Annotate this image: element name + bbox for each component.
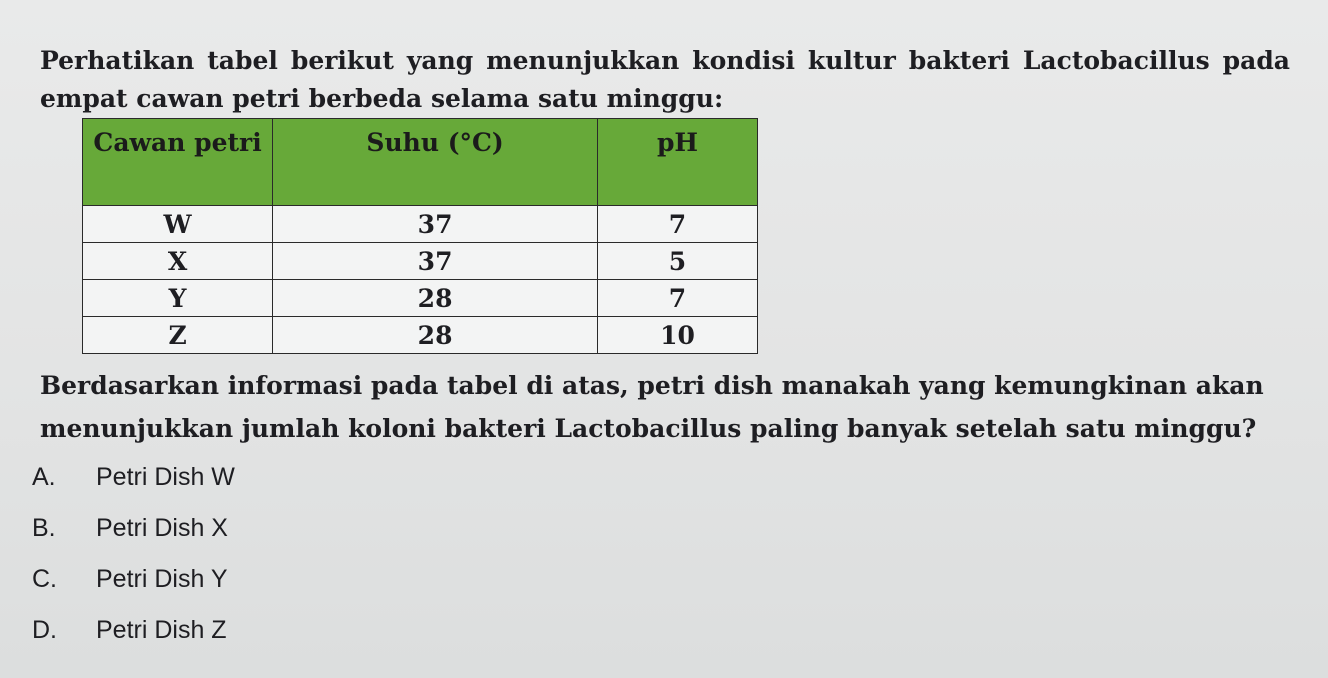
answer-options (32, 452, 235, 656)
table-row (83, 243, 758, 280)
option-text: Petri Dish Z (96, 616, 227, 644)
header-cawan-petri: Cawan petri (83, 119, 273, 206)
cell-temperature: 37 (273, 243, 598, 280)
question-line-1: Berdasarkan informasi pada tabel di atas, petri dish manakah yang kemungkinan akan (40, 371, 1264, 400)
option-c[interactable] (32, 554, 235, 605)
question-line-2: menunjukkan jumlah koloni bakteri Lactobacillus paling banyak setelah satu minggu? (40, 414, 1257, 443)
option-d[interactable] (32, 605, 235, 656)
option-text: Petri Dish Y (96, 565, 228, 593)
intro-line-1: Perhatikan tabel berikut yang menunjukkan kondisi kultur bakteri Lactobacillus pada (40, 46, 1290, 75)
option-letter: A. (32, 463, 56, 491)
petri-dish-table (82, 118, 758, 354)
question-paragraph (40, 364, 1290, 450)
cell-temperature: 37 (273, 206, 598, 243)
table-row (83, 280, 758, 317)
intro-line-2: empat cawan petri berbeda selama satu minggu: (40, 84, 724, 113)
option-text: Petri Dish W (96, 463, 235, 491)
cell-dish: Z (83, 317, 273, 354)
table-row (83, 317, 758, 354)
table-header-row (83, 119, 758, 206)
cell-dish: Y (83, 280, 273, 317)
cell-ph: 7 (598, 280, 758, 317)
cell-dish: W (83, 206, 273, 243)
cell-ph: 10 (598, 317, 758, 354)
option-letter: B. (32, 514, 56, 542)
cell-temperature: 28 (273, 317, 598, 354)
option-letter: C. (32, 565, 57, 593)
option-letter: D. (32, 616, 57, 644)
table-row (83, 206, 758, 243)
cell-ph: 5 (598, 243, 758, 280)
cell-temperature: 28 (273, 280, 598, 317)
cell-ph: 7 (598, 206, 758, 243)
header-suhu: Suhu (°C) (273, 119, 598, 206)
option-a[interactable] (32, 452, 235, 503)
option-b[interactable] (32, 503, 235, 554)
header-ph: pH (598, 119, 758, 206)
intro-paragraph (40, 42, 1290, 118)
cell-dish: X (83, 243, 273, 280)
option-text: Petri Dish X (96, 514, 228, 542)
